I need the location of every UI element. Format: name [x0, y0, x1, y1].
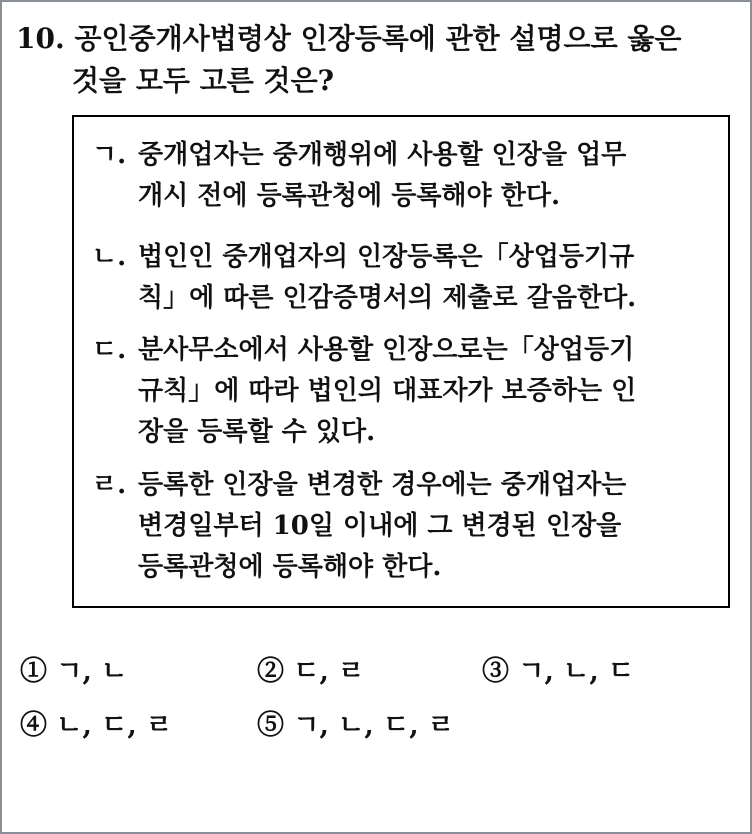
choice-text: ㄴ, ㄷ, ㄹ: [56, 710, 173, 741]
statement-marker: ㄷ.: [92, 335, 127, 365]
choice-3[interactable]: [482, 654, 634, 690]
choice-text: ㄱ, ㄴ, ㄷ: [518, 656, 635, 687]
question-stem: [16, 18, 740, 102]
statement-line: 중개업자는 중개행위에 사용할 인장을 업무: [138, 140, 627, 170]
choice-number: ③: [482, 656, 509, 687]
statement-line: 등록관청에 등록해야 한다.: [138, 552, 442, 582]
statement-item: [92, 237, 722, 319]
choice-number: ②: [257, 656, 284, 687]
choice-1[interactable]: [20, 654, 127, 690]
choice-text: ㄷ, ㄹ: [293, 656, 365, 687]
question-text-1: 공인중개사법령상 인장등록에 관한 설명으로 옳은: [74, 22, 682, 55]
choice-number: ⑤: [257, 710, 284, 741]
statement-line: 규칙」에 따라 법인의 대표자가 보증하는 인: [138, 376, 637, 406]
choice-number: ④: [20, 710, 47, 741]
choice-text: ㄱ, ㄴ, ㄷ, ㄹ: [293, 710, 455, 741]
choice-text: ㄱ, ㄴ: [56, 656, 128, 687]
question-number: 10.: [16, 22, 65, 55]
statement-marker: ㄱ.: [92, 140, 127, 170]
statement-line: 칙」에 따른 인감증명서의 제출로 갈음한다.: [138, 283, 637, 313]
statement-marker: ㄴ.: [92, 242, 127, 272]
choice-2[interactable]: [257, 654, 364, 690]
statements-box: [72, 115, 730, 608]
choice-number: ①: [20, 656, 47, 687]
statement-item: [92, 465, 722, 588]
statement-line: 등록한 인장을 변경한 경우에는 중개업자는: [138, 470, 627, 500]
question-text-2: 것을 모두 고른 것은?: [72, 64, 335, 97]
statement-line: 분사무소에서 사용할 인장으로는「상업등기: [138, 335, 635, 365]
choice-4[interactable]: [20, 708, 172, 744]
choice-5[interactable]: [257, 708, 454, 744]
statement-line: 변경일부터 10일 이내에 그 변경된 인장을: [138, 511, 622, 541]
statement-item: [92, 135, 722, 217]
question-line-1: [16, 18, 740, 60]
statement-line: 법인인 중개업자의 인장등록은「상업등기규: [138, 242, 635, 272]
statement-line: 개시 전에 등록관청에 등록해야 한다.: [138, 181, 560, 211]
statement-marker: ㄹ.: [92, 470, 127, 500]
statement-item: [92, 330, 722, 453]
statement-line: 장을 등록할 수 있다.: [138, 417, 376, 447]
